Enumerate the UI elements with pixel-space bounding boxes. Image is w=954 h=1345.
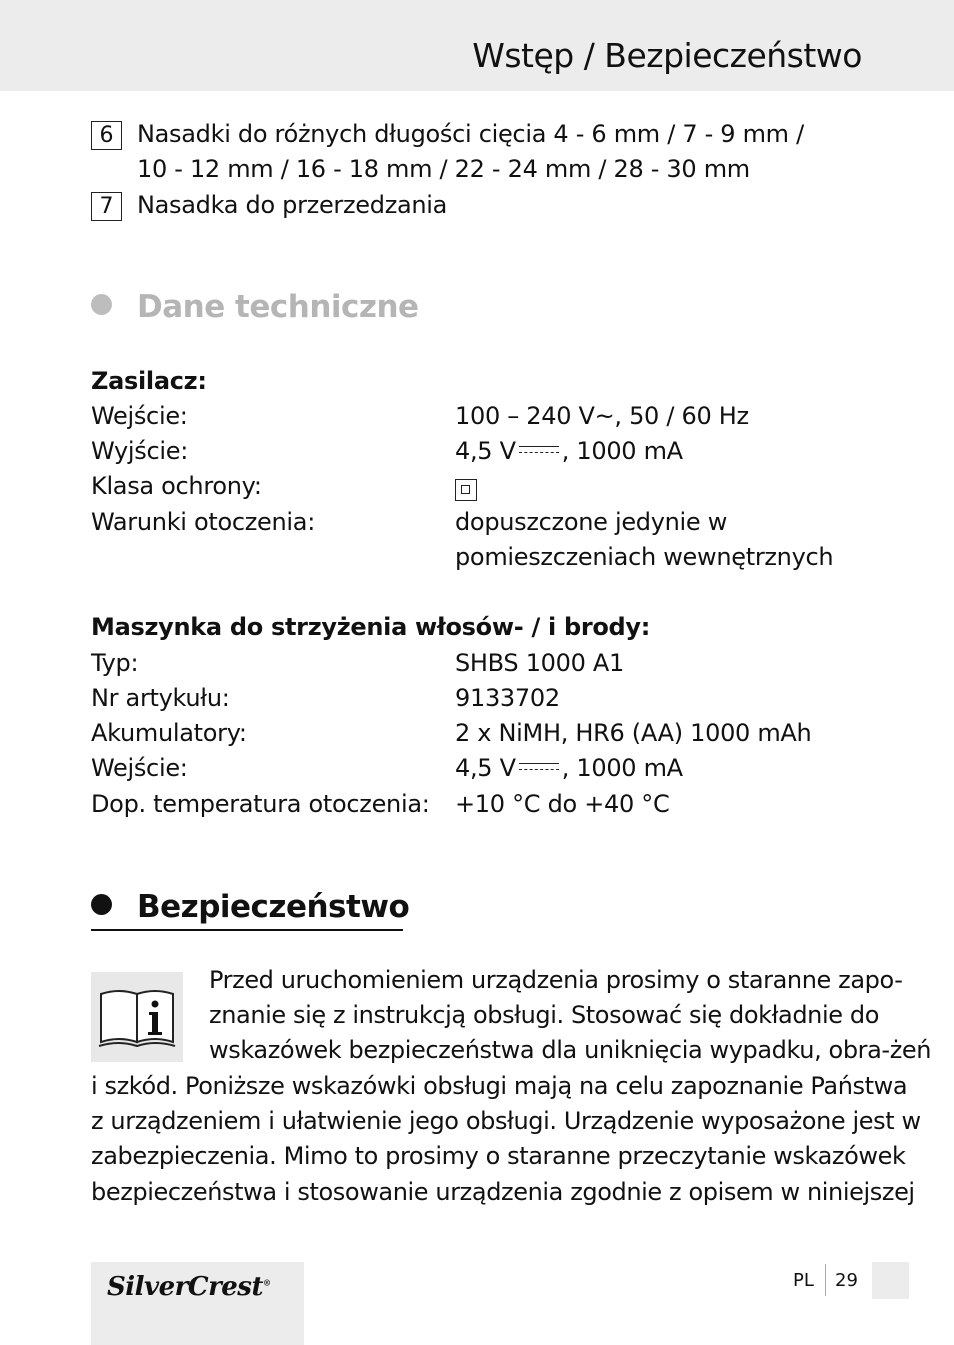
clipper-type-val: SHBS 1000 A1 (455, 649, 624, 677)
adapter-output-val: 4,5 V , 1000 mA (455, 437, 683, 465)
part-6-line-2: 10 - 12 mm / 16 - 18 mm / 22 - 24 mm / 28 - 30 mm (137, 155, 750, 183)
adapter-env-key: Warunki otoczenia: (91, 508, 315, 536)
adapter-input-key: Wejście: (91, 402, 188, 430)
footer-language: PL (793, 1270, 814, 1291)
adapter-input-val: 100 – 240 V~, 50 / 60 Hz (455, 402, 749, 430)
safety-heading-text: Bezpieczeństwo (137, 889, 410, 925)
section-heading-tech (91, 289, 419, 325)
adapter-output-key: Wyjście: (91, 437, 188, 465)
clipper-battery-val: 2 x NiMH, HR6 (AA) 1000 mAh (455, 719, 812, 747)
clipper-type-key: Typ: (91, 649, 139, 677)
adapter-class-key: Klasa ochrony: (91, 472, 262, 500)
clipper-article-val: 9133702 (455, 684, 560, 712)
clipper-input-val: 4,5 V , 1000 mA (455, 754, 683, 782)
book-info-icon (91, 972, 183, 1062)
page-title: Wstęp / Bezpieczeństwo (472, 36, 862, 75)
footer-separator (825, 1264, 826, 1296)
section-bullet-icon (91, 894, 112, 915)
footer-tab-marker (872, 1262, 909, 1299)
header-band (0, 0, 954, 91)
part-number-7: 7 (91, 192, 122, 221)
safety-intro-body: i szkód. Poniższe wskazówki obsługi mają na celu zapoznanie Państwa z urządzeniem i ułatwienie jego obsługi. Urządzenie wyposażone jest w zabezpieczenia. Mimo to prosimy o staranne przeczytanie wskazówek bezpieczeństwa i stosowanie urządzenia zgodnie z opisem w niniejszej (91, 1072, 921, 1206)
protection-class-ii-icon (455, 479, 477, 501)
clipper-input-key: Wejście: (91, 754, 188, 782)
section-heading-safety (91, 889, 409, 925)
footer-logo-box (91, 1262, 304, 1345)
adapter-env-val-1: dopuszczone jedynie w (455, 508, 728, 536)
brand-logo: SilverCrest® (107, 1272, 271, 1302)
section-bullet-icon (91, 294, 112, 315)
page-number: 29 (835, 1270, 858, 1291)
clipper-heading: Maszynka do strzyżenia włosów- / i brody: (91, 613, 651, 641)
part-number-6: 6 (91, 121, 122, 150)
info-box (91, 972, 183, 1062)
clipper-temp-val: +10 °C do +40 °C (455, 790, 670, 818)
clipper-article-key: Nr artykułu: (91, 684, 230, 712)
tech-heading-text: Dane techniczne (137, 289, 419, 325)
heading-underline (91, 929, 403, 931)
adapter-heading: Zasilacz: (91, 367, 207, 395)
part-6-line-1: Nasadki do różnych długości cięcia 4 - 6 mm / 7 - 9 mm / (137, 120, 804, 148)
dc-current-icon (517, 443, 561, 457)
part-7-line-1: Nasadka do przerzedzania (137, 191, 448, 219)
adapter-env-val-2: pomieszczeniach wewnętrznych (455, 543, 834, 571)
dc-current-icon (517, 760, 561, 774)
clipper-temp-key: Dop. temperatura otoczenia: (91, 790, 430, 818)
safety-intro-indented: Przed uruchomieniem urządzenia prosimy o staranne zapo- znanie się z instrukcją obsługi. Stosować się dokładnie do wskazówek bezpieczeństwa dla uniknięcia wypadku, obra-żeń (209, 966, 932, 1065)
clipper-battery-key: Akumulatory: (91, 719, 247, 747)
